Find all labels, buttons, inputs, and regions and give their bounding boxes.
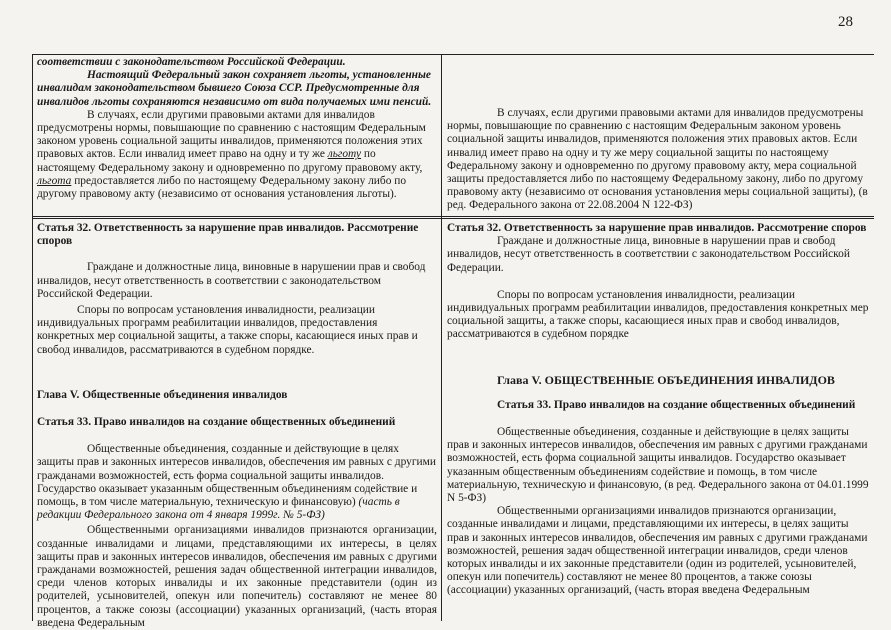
left-art33-p2: Общественными организациями инвалидов признаются организации, созданные инвалидами и лицами, представляющими их интересы, в целях защиты прав и законных интересов инвалидов, обеспечения им равных с другими гражданами возможностей, решения задач общественной интеграции инвалидов, среди членов которых инвалиды и их законные представители (один из родителей, усыновителей, опекун или попечитель) составляют не менее 80 процентов, а также союзы (ассоциации) указанных организаций, (часть вторая введена Федеральным <box>37 524 437 629</box>
left-top-underlined-1: льготу <box>327 148 362 161</box>
right-art32-p1: Граждане и должностные лица, виновные в нарушении прав и свобод инвалидов, несут ответственность в соответствии с законодательством Российской Федерации. <box>447 235 850 274</box>
left-chapter5-heading: Глава V. Общественные объединения инвалидов <box>37 388 288 401</box>
left-art32-title: Статья 32. Ответственность за нарушение прав инвалидов. Рассмотрение споров <box>37 222 419 248</box>
comparison-table <box>32 54 874 629</box>
left-top-paragraph <box>37 109 437 201</box>
left-top-text-a: В случаях, если другими правовыми актами для инвалидов предусмотрены нормы, повышающие по сравнению с настоящим Федеральным законом уровень социальной защиты инвалидов, применяются положения этих правовых актов. Если инвалид имеет право на одну и ту же <box>37 108 426 161</box>
left-top-underlined-2: льгота <box>37 174 72 187</box>
left-art33-p1-text: Общественные объединения, созданные и действующие в целях защиты прав и законных интересов инвалидов, обеспечения им равных с другими гражданами возможностей, есть форма социальной защиты инвалидов. Государство оказывает указанным общественным объединениям содействие и помощь, в том числе материальную, техническую и финансовую) <box>37 443 436 509</box>
right-top-paragraph: В случаях, если другими правовыми актами для инвалидов предусмотрены нормы, повышающие по сравнению с настоящим Федеральным законом уровень социальной защиты инвалидов, применяются положения этих правовых актов. Если инвалид имеет право на одну и ту же меру социальной защиты по настоящему Федеральному закону и одновременно по другому правовому акту, мера социальной защиты предоставляется либо по настоящему Федеральному закону, либо по другому правовому акту (независимо от основания установления меры социальной защиты), (в ред. Федерального закона от 22.08.2004 N 122-ФЗ) <box>447 107 868 212</box>
right-top-cell <box>447 107 871 213</box>
column-divider <box>441 55 442 621</box>
left-art32-p1: Граждане и должностные лица, виновные в нарушении прав и свобод инвалидов, несут ответственность в соответствии с законодательством Российской Федерации. <box>37 261 426 300</box>
left-art32-p2: Споры по вопросам установления инвалидности, реализации индивидуальных программ реабилитации инвалидов, предоставления конкретных мер социальной защиты, а также споры, касающиеся иных прав и свобод инвалидов, рассматриваются в судебном порядке. <box>37 304 418 356</box>
left-top-benefits-paragraph: Настоящий Федеральный закон сохраняет льготы, установленные инвалидам законодательством бывшего Союза ССР. Предусмотренные для инвалидов льготы сохраняются независимо от вида получаемых ими пенсий. <box>37 69 432 108</box>
left-art33-title: Статья 33. Право инвалидов на создание общественных объединений <box>37 416 396 429</box>
left-top-text-b: по настоящему Федеральному закону и одновременно по другому правовому акту, <box>37 148 423 174</box>
left-top-cell <box>37 56 437 201</box>
left-bottom-cell <box>37 222 437 630</box>
left-top-line1: соответствии с законодательством Российской Федерации. <box>37 56 346 68</box>
right-art33-title: Статья 33. Право инвалидов на создание общественных объединений <box>497 398 856 411</box>
right-art33-p2: Общественными организациями инвалидов признаются организации, созданные инвалидами и лицами, представляющими их интересы, в целях защиты прав и законных интересов инвалидов, обеспечения им равных с другими гражданами возможностей, решения задач общественной интеграции инвалидов, среди членов которых инвалиды и их законные представители (один из родителей, усыновителей, опекун или попечитель) составляют не менее 80 процентов, а также союзы (ассоциации) указанных организаций, (часть вторая введена Федеральным <box>447 505 868 597</box>
right-art32-p2: Споры по вопросам установления инвалидности, реализации индивидуальных программ реабилитации инвалидов, предоставления конкретных мер социальной защиты, а также споры, касающиеся иных прав и свобод инвалидов, рассматриваются в судебном порядке <box>447 288 869 341</box>
row-divider-double <box>33 218 874 219</box>
right-art32-title: Статья 32. Ответственность за нарушение прав инвалидов. Рассмотрение споров <box>447 222 867 234</box>
right-bottom-cell <box>447 222 871 598</box>
right-chapter5-heading: Глава V. ОБЩЕСТВЕННЫЕ ОБЪЕДИНЕНИЯ ИНВАЛИДОВ <box>497 372 835 387</box>
right-art33-p1: Общественные объединения, созданные и действующие в целях защиты прав и законных интересов инвалидов, обеспечения им равных с другими гражданами возможностей, есть форма социальной защиты инвалидов. Государство оказывает указанным общественным объединениям содействие и помощь, в том числе материальную, техническую и финансовую, (в ред. Федерального закона от 04.01.1999 N 5-ФЗ) <box>447 426 869 505</box>
left-art33-p1 <box>37 443 437 522</box>
left-top-text-c: предоставляется либо по настоящему Федеральному закону либо по другому правовому акту (независимо от основания установления льготы). <box>37 174 407 201</box>
page-number: 28 <box>838 14 853 30</box>
left-art33-p1-italic: (часть в редакции Федерального закона от 4 января 1999г. № 5-ФЗ) <box>37 496 400 522</box>
row-divider <box>33 216 874 217</box>
